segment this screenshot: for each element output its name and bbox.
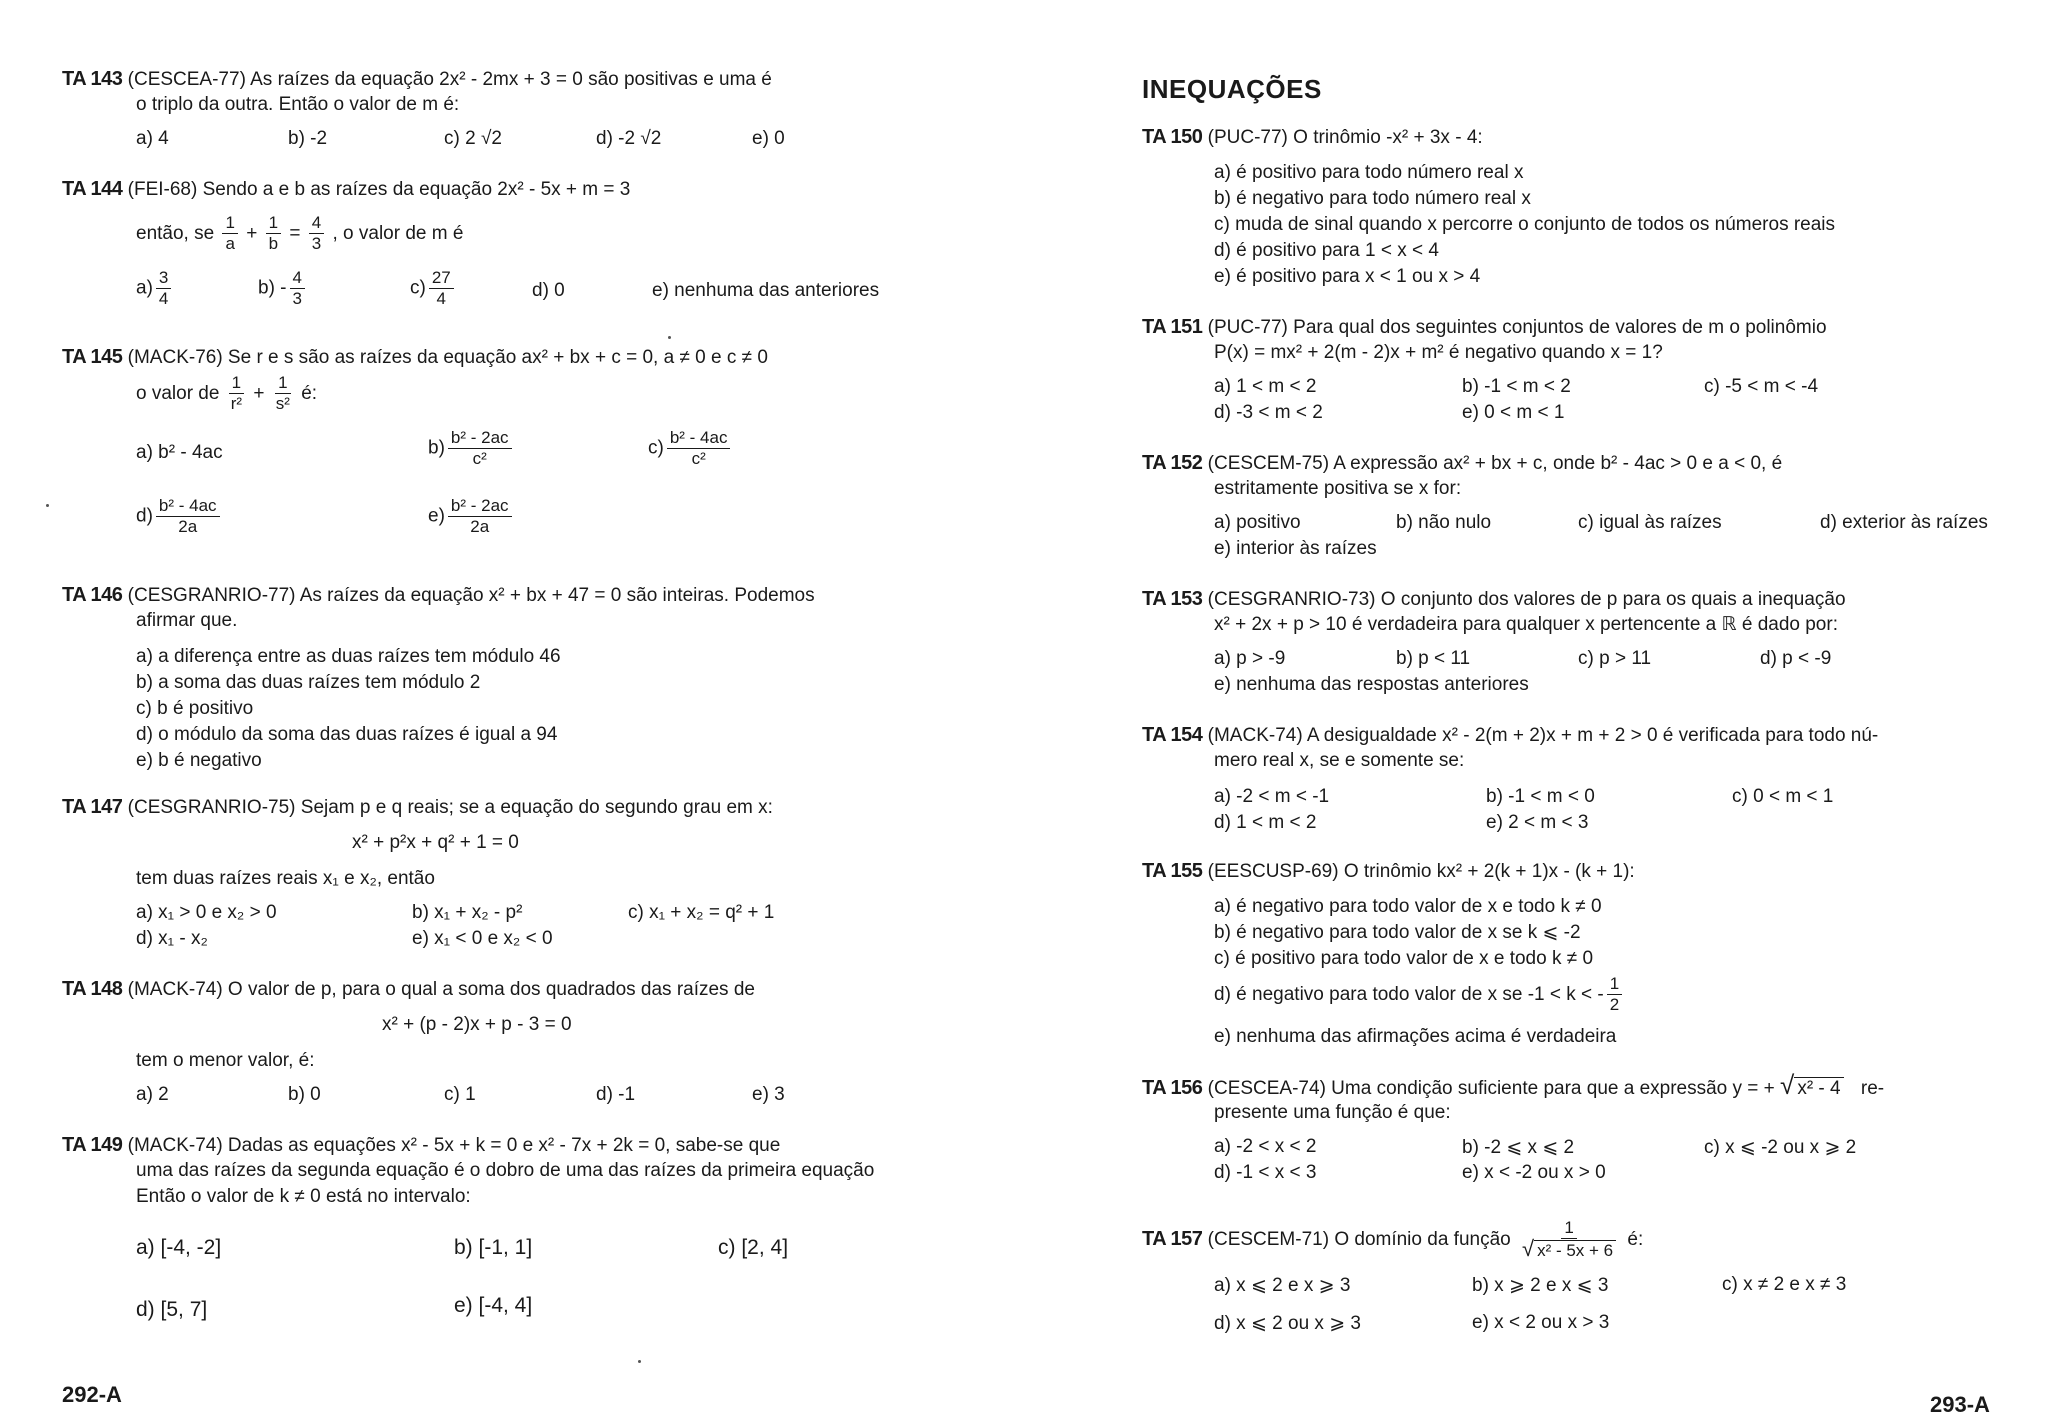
fraction: $\frac{1}{b}$ — [266, 213, 281, 254]
plus: + — [246, 223, 258, 244]
option-c: c) 2 √2 — [444, 128, 502, 149]
question-text: (MACK-74) Dadas as equações x² - 5x + k = 0 e x² - 7x + 2k = 0, sabe-se que — [127, 1135, 781, 1156]
question-number: TA 151 — [1142, 316, 1203, 338]
question-number: TA 150 — [1142, 126, 1203, 148]
option-c: c) [2, 4] — [718, 1236, 789, 1259]
option-b: b) - $\frac{4}{3}$ — [258, 268, 308, 309]
fraction: $\frac{1}{\text{√ x² - 5x + 6}}$ — [1519, 1218, 1619, 1261]
question-number: TA 155 — [1142, 860, 1203, 882]
question-148-line3: tem o menor valor, é: — [136, 1050, 315, 1071]
option-d: d) -1 < x < 3 — [1214, 1162, 1317, 1183]
option-c: c) 0 < m < 1 — [1732, 786, 1834, 807]
option-e: e) 2 < m < 3 — [1486, 812, 1589, 833]
question-text: (MACK-74) A desigualdade x² - 2(m + 2)x + m + 2 > 0 é verificada para todo nú- — [1207, 725, 1879, 746]
question-text: (EESCUSP-69) O trinômio kx² + 2(k + 1)x - (k + 1): — [1207, 861, 1635, 882]
option-c: c) muda de sinal quando x percorre o conjunto de todos os números reais — [1214, 214, 1836, 235]
fraction: $\frac{4}{3}$ — [309, 213, 324, 254]
option-d: d) x₁ - x₂ — [136, 928, 208, 949]
option-b: b) é negativo para todo número real x — [1214, 188, 1531, 209]
option-e: e) $\frac{\text{b² - 2ac}}{2a}$ — [428, 496, 515, 537]
ink-speck — [46, 504, 49, 507]
option-a: a) x ⩽ 2 e x ⩾ 3 — [1214, 1275, 1351, 1296]
option-d: d) é positivo para 1 < x < 4 — [1214, 240, 1439, 261]
question-text: re- — [1860, 1078, 1885, 1099]
option-a: a) é positivo para todo número real x — [1214, 162, 1524, 183]
question-156-line2: presente uma função é que: — [1214, 1102, 1451, 1123]
option-d: d) x ⩽ 2 ou x ⩾ 3 — [1214, 1313, 1361, 1334]
option-d: d) 0 — [532, 280, 565, 301]
option-e: e) x < 2 ou x > 3 — [1472, 1312, 1610, 1333]
text: então, se — [136, 223, 215, 244]
question-146-line2: afirmar que. — [136, 610, 238, 631]
option-c: c) -5 < m < -4 — [1704, 376, 1819, 397]
question-number: TA 156 — [1142, 1077, 1203, 1099]
option-c: c) p > 11 — [1578, 648, 1652, 669]
option-e: e) x < -2 ou x > 0 — [1462, 1162, 1606, 1183]
question-152-header — [1142, 450, 1782, 477]
option-a: a) $\frac{3}{4}$ — [136, 268, 174, 309]
question-150-header — [1142, 124, 1483, 151]
page-number: 292-A — [62, 1382, 122, 1407]
question-143-line2: o triplo da outra. Então o valor de m é: — [136, 94, 460, 115]
question-154-header — [1142, 722, 1878, 749]
option-a: a) a diferença entre as duas raízes tem módulo 46 — [136, 646, 561, 667]
option-e: e) nenhuma das respostas anteriores — [1214, 674, 1529, 695]
option-b: b) p < 11 — [1396, 648, 1471, 669]
option-a: a) p > -9 — [1214, 648, 1286, 669]
option-a: a) b² - 4ac — [136, 442, 223, 463]
option-e: e) 3 — [752, 1084, 785, 1105]
option-a: a) é negativo para todo valor de x e todo k ≠ 0 — [1214, 896, 1602, 917]
option-a: a) -2 < x < 2 — [1214, 1136, 1317, 1157]
section-title: INEQUAÇÕES — [1142, 74, 1322, 104]
question-149-line2: uma das raízes da segunda equação é o dobro de uma das raízes da primeira equação — [136, 1160, 875, 1181]
question-number: TA 154 — [1142, 724, 1203, 746]
question-text: (CESGRANRIO-77) As raízes da equação x² + bx + 47 = 0 são inteiras. Podemos — [127, 585, 815, 606]
question-number: TA 153 — [1142, 588, 1203, 610]
radical: √ — [1780, 1070, 1795, 1100]
question-number: TA 147 — [62, 796, 123, 818]
option-d: d) o módulo da soma das duas raízes é igual a 94 — [136, 724, 558, 745]
option-a: a) 2 — [136, 1084, 169, 1105]
radicand: x² - 4 — [1794, 1077, 1843, 1099]
question-157-header — [1142, 1214, 1643, 1265]
question-number: TA 145 — [62, 346, 123, 368]
question-text: (FEI-68) Sendo a e b as raízes da equação 2x² - 5x + m = 3 — [127, 179, 631, 200]
question-text: (CESCEM-71) O domínio da função — [1207, 1229, 1511, 1250]
option-c: c) é positivo para todo valor de x e todo k ≠ 0 — [1214, 948, 1594, 969]
option-b: b) não nulo — [1396, 512, 1492, 533]
option-b: b) é negativo para todo valor de x se k ⩽ -2 — [1214, 922, 1581, 943]
question-146-header — [62, 582, 815, 609]
question-153-header — [1142, 586, 1846, 613]
question-143-header — [62, 66, 772, 93]
option-c: c) igual às raízes — [1578, 512, 1722, 533]
right-page — [1024, 0, 2048, 1427]
option-b: b) $\frac{\text{b² - 2ac}}{\text{c²}}$ — [428, 428, 515, 469]
question-152-line2: estritamente positiva se x for: — [1214, 478, 1462, 499]
option-e: e) é positivo para x < 1 ou x > 4 — [1214, 266, 1481, 287]
option-b: b) x ⩾ 2 e x ⩽ 3 — [1472, 1275, 1609, 1296]
option-e: e) interior às raízes — [1214, 538, 1377, 559]
option-d: d) p < -9 — [1760, 648, 1832, 669]
question-145-line2: o valor de $\frac{1}{\text{r²}}$ + $\frac{1}{\text{s²}}$ é: — [136, 373, 318, 414]
question-number: TA 146 — [62, 584, 123, 606]
option-b: b) -2 ⩽ x ⩽ 2 — [1462, 1137, 1575, 1158]
equation: x² + p²x + q² + 1 = 0 — [352, 832, 519, 853]
option-b: b) a soma das duas raízes tem módulo 2 — [136, 672, 481, 693]
question-text: (PUC-77) Para qual dos seguintes conjuntos de valores de m o polinômio — [1207, 317, 1827, 338]
option-e: e) nenhuma das anteriores — [652, 280, 880, 301]
option-b: b) 0 — [288, 1084, 321, 1105]
question-147-line3: tem duas raízes reais x₁ e x₂, então — [136, 868, 435, 889]
option-d: d) -1 — [596, 1084, 636, 1105]
question-text: (CESCEA-77) As raízes da equação 2x² - 2mx + 3 = 0 são positivas e uma é — [127, 69, 772, 90]
question-number: TA 144 — [62, 178, 123, 200]
equation: x² + (p - 2)x + p - 3 = 0 — [382, 1014, 572, 1035]
question-text: é: — [1627, 1229, 1644, 1250]
question-147-header — [62, 794, 773, 821]
option-c: c) $\frac{27}{4}$ — [410, 268, 457, 309]
question-156-header — [1142, 1072, 1884, 1102]
question-144-line2 — [136, 212, 463, 256]
option-e: e) nenhuma das afirmações acima é verdadeira — [1214, 1026, 1617, 1047]
option-e: e) 0 < m < 1 — [1462, 402, 1565, 423]
question-148-header — [62, 976, 755, 1003]
question-text: (CESGRANRIO-75) Sejam p e q reais; se a equação do segundo grau em x: — [127, 797, 773, 818]
question-149-line3: Então o valor de k ≠ 0 está no intervalo: — [136, 1186, 471, 1207]
question-number: TA 157 — [1142, 1228, 1203, 1250]
question-number: TA 149 — [62, 1134, 123, 1156]
question-text: (MACK-74) O valor de p, para o qual a soma dos quadrados das raízes de — [127, 979, 755, 1000]
option-d: d) exterior às raízes — [1820, 512, 1988, 533]
question-151-header — [1142, 314, 1827, 341]
option-b: b) x₁ + x₂ - p² — [412, 902, 523, 923]
option-d: d) [5, 7] — [136, 1298, 208, 1321]
ink-speck — [638, 1360, 641, 1363]
option-a: a) -2 < m < -1 — [1214, 786, 1330, 807]
option-b: b) [-1, 1] — [454, 1236, 533, 1259]
fraction: $\frac{1}{a}$ — [222, 213, 237, 254]
option-c: c) $\frac{\text{b² - 4ac}}{\text{c²}}$ — [648, 428, 733, 469]
option-a: a) [-4, -2] — [136, 1236, 222, 1259]
option-a: a) x₁ > 0 e x₂ > 0 — [136, 902, 277, 923]
question-149-header — [62, 1132, 780, 1159]
option-a: a) positivo — [1214, 512, 1301, 533]
page-number: 293-A — [1930, 1392, 1990, 1417]
question-155-header — [1142, 858, 1635, 885]
equals: = — [289, 223, 301, 244]
question-text: (CESGRANRIO-73) O conjunto dos valores de p para os quais a inequação — [1207, 589, 1846, 610]
option-b: b) -1 < m < 2 — [1462, 376, 1571, 397]
option-c: c) b é positivo — [136, 698, 254, 719]
option-c: c) 1 — [444, 1084, 476, 1105]
option-c: c) x ≠ 2 e x ≠ 3 — [1722, 1274, 1847, 1295]
question-145-header — [62, 344, 768, 371]
question-text: (CESCEM-75) A expressão ax² + bx + c, onde b² - 4ac > 0 e a < 0, é — [1207, 453, 1783, 474]
option-a: a) 4 — [136, 128, 169, 149]
question-number: TA 143 — [62, 68, 123, 90]
ink-speck — [668, 336, 671, 339]
option-d: d) $\frac{\text{b² - 4ac}}{2a}$ — [136, 496, 223, 537]
question-151-line2: P(x) = mx² + 2(m - 2)x + m² é negativo quando x = 1? — [1214, 342, 1663, 363]
option-d: d) -3 < m < 2 — [1214, 402, 1323, 423]
question-number: TA 152 — [1142, 452, 1203, 474]
question-144-header — [62, 176, 630, 203]
question-154-line2: mero real x, se e somente se: — [1214, 750, 1465, 771]
text: , o valor de m é — [332, 223, 464, 244]
option-b: b) -2 — [288, 128, 328, 149]
option-e: e) x₁ < 0 e x₂ < 0 — [412, 928, 553, 949]
option-c: c) x ⩽ -2 ou x ⩾ 2 — [1704, 1137, 1857, 1158]
option-e: e) b é negativo — [136, 750, 262, 771]
question-153-line2: x² + 2x + p > 10 é verdadeira para qualquer x pertencente a ℝ é dado por: — [1214, 614, 1838, 635]
option-b: b) -1 < m < 0 — [1486, 786, 1595, 807]
option-e: e) 0 — [752, 128, 785, 149]
option-a: a) 1 < m < 2 — [1214, 376, 1317, 397]
option-d: d) é negativo para todo valor de x se -1 < k < - $\frac{1}{2}$ — [1214, 974, 1625, 1016]
question-text: (CESCEA-74) Uma condição suficiente para que a expressão y = + — [1207, 1078, 1775, 1099]
option-d: d) -2 √2 — [596, 128, 662, 149]
option-e: e) [-4, 4] — [454, 1294, 533, 1317]
question-text: (PUC-77) O trinômio -x² + 3x - 4: — [1207, 127, 1483, 148]
option-d: d) 1 < m < 2 — [1214, 812, 1317, 833]
option-c: c) x₁ + x₂ = q² + 1 — [628, 902, 775, 923]
question-text: (MACK-76) Se r e s são as raízes da equação ax² + bx + c = 0, a ≠ 0 e c ≠ 0 — [127, 347, 768, 368]
question-number: TA 148 — [62, 978, 123, 1000]
